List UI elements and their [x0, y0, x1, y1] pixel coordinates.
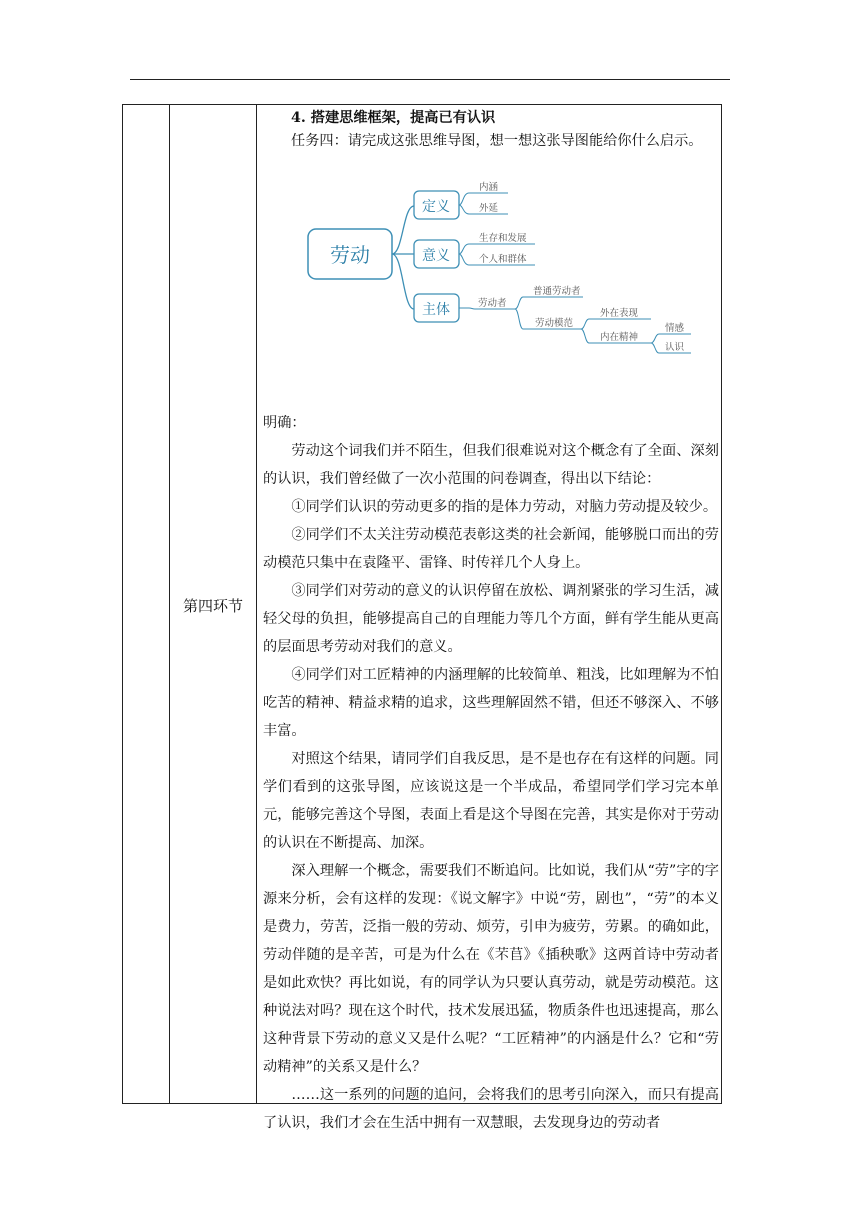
section-heading: 4. 搭建思维框架，提高已有认识 — [291, 110, 496, 126]
mindmap-leaf: 劳动者 — [478, 298, 507, 309]
column-divider — [169, 105, 170, 1103]
body-paragraph: ④同学们对工匠精神的内涵理解的比较简单、粗浅，比如理解为不怕吃苦的精神、精益求精的追求，这些理解固然不错，但还不够深入、不够丰富。 — [263, 667, 719, 739]
clarification-label: 明确： — [263, 415, 306, 431]
mindmap-leaf: 普通劳动者 — [533, 286, 581, 297]
mindmap-connector — [392, 206, 414, 309]
mindmap-branch-label: 定义 — [422, 199, 450, 215]
lesson-table — [122, 104, 722, 1131]
mindmap-leaf: 情感 — [665, 323, 685, 334]
mindmap-leaf: 认识 — [665, 342, 685, 353]
mindmap-leaf: 生存和发展 — [479, 233, 527, 244]
body-paragraph: 劳动这个词我们并不陌生，但我们很难说对这个概念有了全面、深刻的认识，我们曾经做了一次小范围的问卷调查，得出以下结论： — [263, 443, 719, 487]
mindmap-leaf: 劳动模范 — [535, 318, 574, 329]
body-paragraph: 对照这个结果，请同学们自我反思，是不是也存在有这样的问题。同学们看到的这张导图，应该说这是一个半成品，希望同学们学习完本单元，能够完善这个导图，表面上看是这个导图在完善，其实是你对于劳动的认识在不断提高、加深。 — [263, 751, 719, 851]
column-divider — [256, 105, 257, 1103]
mindmap-branch-label: 意义 — [422, 248, 450, 264]
content-cell — [263, 107, 719, 1137]
body-paragraph: ……这一系列的问题的追问，会将我们的思考引向深入，而只有提高了认识，我们才会在生活中拥有一双慧眼，去发现身边的劳动者 — [263, 1087, 719, 1131]
mindmap-leaf: 内涵 — [479, 182, 499, 193]
body-paragraph: ①同学们认识的劳动更多的指的是体力劳动，对脑力劳动提及较少。 — [291, 499, 718, 515]
section-label: 第四环节 — [182, 597, 243, 615]
mindmap-leaf: 内在精神 — [600, 332, 639, 343]
mindmap-leaf: 外延 — [479, 203, 499, 214]
page-header-rule — [130, 79, 730, 80]
mindmap-root-label: 劳动 — [330, 243, 370, 267]
mindmap-leaf: 外在表现 — [600, 308, 639, 319]
body-paragraph: ②同学们不太关注劳动模范表彰这类的社会新闻，能够脱口而出的劳动模范只集中在袁隆平、雷锋、时传祥几个人身上。 — [263, 527, 719, 571]
mind-map — [263, 161, 719, 361]
mindmap-leaf: 个人和群体 — [479, 254, 527, 265]
body-paragraph: 深入理解一个概念，需要我们不断追问。比如说，我们从“劳”字的字源来分析，会有这样的发现：《说文解字》中说“劳，剧也”，“劳”的本义是费力，劳苦，泛指一般的劳动、烦劳，引申为疲劳，劳累。的确如此，劳动伴随的是辛苦，可是为什么在《芣苢》《插秧歌》这两首诗中劳动者是如此欢快？再比如说，有的同学认为只要认真劳动，就是劳动模范。这种说法对吗？现在这个时代，技术发展迅猛，物质条件也迅速提高，那么这种背景下劳动的意义又是什么呢？“工匠精神”的内涵是什么？它和“劳动精神”的关系又是什么？ — [263, 863, 719, 1075]
mindmap-branch-label: 主体 — [422, 302, 450, 318]
body-paragraph: ③同学们对劳动的意义的认识停留在放松、调剂紧张的学习生活，减轻父母的负担，能够提高自己的自理能力等几个方面，鲜有学生能从更高的层面思考劳动对我们的意义。 — [263, 583, 719, 655]
task-instruction: 任务四：请完成这张思维导图，想一想这张导图能给你什么启示。 — [291, 133, 703, 149]
